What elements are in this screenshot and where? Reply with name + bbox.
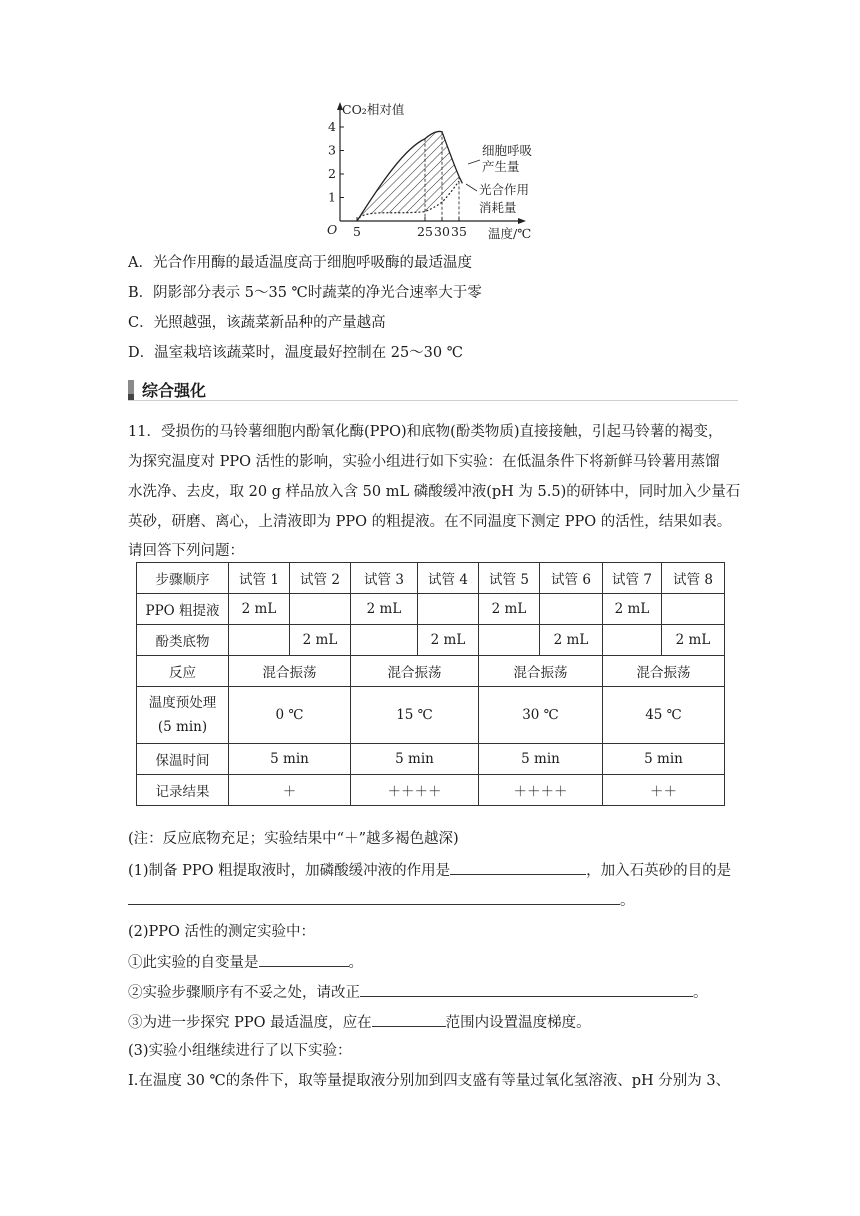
table-cell <box>603 625 662 656</box>
q2-sub-1 <box>128 952 363 973</box>
table-cell <box>229 625 290 656</box>
y-tick-label: 2 <box>328 166 336 181</box>
section-divider <box>128 400 738 401</box>
q1-line-1 <box>128 860 731 881</box>
table-note: (注：反应底物充足；实验结果中“＋”越多褐色越深) <box>128 831 459 847</box>
table-header-cell: 试管 5 <box>479 563 540 594</box>
q2-sub-1-text: ①此实验的自变量是 <box>128 955 259 971</box>
table-cell: 2 mL <box>662 625 725 656</box>
origin-label: O <box>327 222 338 237</box>
photosynthesis-pointer <box>466 184 477 191</box>
q2-sub-2-text: ②实验步骤顺序有不妥之处，请改正 <box>128 985 360 1001</box>
table-cell: 2 mL <box>479 594 540 625</box>
shaded-area <box>357 131 459 221</box>
table-cell: 混合振荡 <box>479 656 603 687</box>
table-header-cell: 试管 2 <box>290 563 351 594</box>
q2-sub-3-text: ③为进一步探究 PPO 最适温度，应在 <box>128 1015 372 1031</box>
table-cell: 5 min <box>351 744 479 775</box>
photosynthesis-label-1: 光合作用 <box>479 182 530 197</box>
table-cell: 5 min <box>229 744 351 775</box>
q11-line-4: 英砂，研磨、离心，上清液即为 PPO 的粗提液。在不同温度下测定 PPO 的活性，结果如表。 <box>128 514 732 530</box>
table-cell: 5 min <box>479 744 603 775</box>
row-label: 酚类底物 <box>137 625 229 656</box>
table-cell <box>418 594 479 625</box>
option-d: D．温室栽培该蔬菜时，温度最好控制在 25～30 ℃ <box>128 345 463 361</box>
q2-title: (2)PPO 活性的测定实验中： <box>128 924 316 940</box>
table-cell: 5 min <box>603 744 725 775</box>
table-row-reaction <box>137 656 725 687</box>
table-row-substrate <box>137 625 725 656</box>
q11-line-2: 为探究温度对 PPO 活性的影响，实验小组进行如下实验：在低温条件下将新鲜马铃薯用蒸馏 <box>128 454 720 470</box>
table-cell: 混合振荡 <box>229 656 351 687</box>
row-label: PPO 粗提液 <box>137 594 229 625</box>
x-axis-title: 温度/℃ <box>488 226 532 241</box>
answer-blank-3[interactable] <box>259 952 349 967</box>
photosynthesis-label-2: 消耗量 <box>479 200 517 215</box>
y-axis-title: CO₂相对值 <box>342 102 405 117</box>
respiration-label-2: 产生量 <box>482 159 520 174</box>
table-header-cell: 试管 7 <box>603 563 662 594</box>
table-header-cell: 试管 8 <box>662 563 725 594</box>
q11-line-3: 水洗净、去皮，取 20 g 样品放入含 50 mL 磷酸缓冲液(pH 为 5.5)的研钵中，同时加入少量石 <box>128 484 741 500</box>
x-axis-arrow <box>518 218 526 224</box>
table-cell: 30 ℃ <box>479 687 603 744</box>
row-label: 保温时间 <box>137 744 229 775</box>
table-cell: 混合振荡 <box>603 656 725 687</box>
table-cell: 2 mL <box>290 625 351 656</box>
table-row-temperature <box>137 687 725 744</box>
table-cell: 2 mL <box>351 594 418 625</box>
answer-blank-5[interactable] <box>372 1012 446 1027</box>
table-cell: ＋ <box>229 775 351 806</box>
table-row-ppo <box>137 594 725 625</box>
table-cell: 2 mL <box>540 625 603 656</box>
x-tick-label: 30 <box>434 224 450 239</box>
table-cell: 0 ℃ <box>229 687 351 744</box>
table-cell: 2 mL <box>418 625 479 656</box>
table-header-cell: 试管 1 <box>229 563 290 594</box>
table-header-row <box>137 563 725 594</box>
y-tick-label: 4 <box>328 119 336 134</box>
section-title: 综合强化 <box>142 381 207 400</box>
x-tick-label: 35 <box>451 224 467 239</box>
option-a: A．光合作用酶的最适温度高于细胞呼吸酶的最适温度 <box>128 255 472 271</box>
table-cell <box>540 594 603 625</box>
option-b: B．阴影部分表示 5～35 ℃时蔬菜的净光合速率大于零 <box>128 285 482 301</box>
table-header-cell: 步骤顺序 <box>137 563 229 594</box>
respiration-pointer <box>468 160 480 164</box>
option-c: C．光照越强，该蔬菜新品种的产量越高 <box>128 315 386 331</box>
table-cell <box>290 594 351 625</box>
row-label: 记录结果 <box>137 775 229 806</box>
q3-title: (3)实验小组继续进行了以下实验： <box>128 1043 352 1059</box>
q11-line-5: 请回答下列问题： <box>128 543 244 559</box>
row-label <box>137 687 229 744</box>
q2-sub-3 <box>128 1012 591 1033</box>
q1-line-2 <box>128 890 635 911</box>
q2-sub-2 <box>128 982 708 1003</box>
q1-prefix: (1)制备 PPO 粗提取液时，加磷酸缓冲液的作用是 <box>128 863 451 879</box>
table-header-cell: 试管 3 <box>351 563 418 594</box>
table-cell <box>662 594 725 625</box>
y-tick-label: 3 <box>328 142 336 158</box>
co2-temperature-figure <box>300 98 560 246</box>
table-row-result <box>137 775 725 806</box>
q11-line-1: 11．受损伤的马铃薯细胞内酚氧化酶(PPO)和底物(酚类物质)直接接触，引起马铃薯的褐变， <box>128 424 723 440</box>
table-header-cell: 试管 4 <box>418 563 479 594</box>
row-label-line-2: (5 min) <box>157 719 208 735</box>
table-cell <box>479 625 540 656</box>
q2-sub-2-end: 。 <box>693 985 708 1001</box>
table-cell: 2 mL <box>603 594 662 625</box>
table-row-keep-time <box>137 744 725 775</box>
table-cell: 混合振荡 <box>351 656 479 687</box>
section-header <box>128 378 206 401</box>
table-cell: ＋＋＋＋ <box>351 775 479 806</box>
experiment-table <box>136 562 725 806</box>
x-tick-label: 5 <box>353 224 361 239</box>
section-marker-icon <box>128 380 134 400</box>
q2-sub-3-end: 范围内设置温度梯度。 <box>445 1015 591 1031</box>
q1-middle: ，加入石英砂的目的是 <box>586 863 732 879</box>
respiration-label-1: 细胞呼吸 <box>482 143 533 158</box>
table-cell <box>351 625 418 656</box>
q2-sub-1-end: 。 <box>348 955 363 971</box>
table-cell: ＋＋＋＋ <box>479 775 603 806</box>
table-cell: 45 ℃ <box>603 687 725 744</box>
row-label-line-1: 温度预处理 <box>148 695 217 711</box>
table-cell: ＋＋ <box>603 775 725 806</box>
answer-blank-2[interactable] <box>128 890 620 905</box>
table-cell: 2 mL <box>229 594 290 625</box>
y-tick-label: 1 <box>328 189 336 205</box>
answer-blank-4[interactable] <box>360 982 693 997</box>
row-label: 反应 <box>137 656 229 687</box>
table-cell: 15 ℃ <box>351 687 479 744</box>
answer-blank-1[interactable] <box>450 860 586 875</box>
q1-end: 。 <box>620 893 635 909</box>
table-header-cell: 试管 6 <box>540 563 603 594</box>
q3-line-1: Ⅰ.在温度 30 ℃的条件下，取等量提取液分别加到四支盛有等量过氧化氢溶液、pH 分别为 3、 <box>128 1073 731 1089</box>
x-tick-label: 25 <box>417 224 433 239</box>
